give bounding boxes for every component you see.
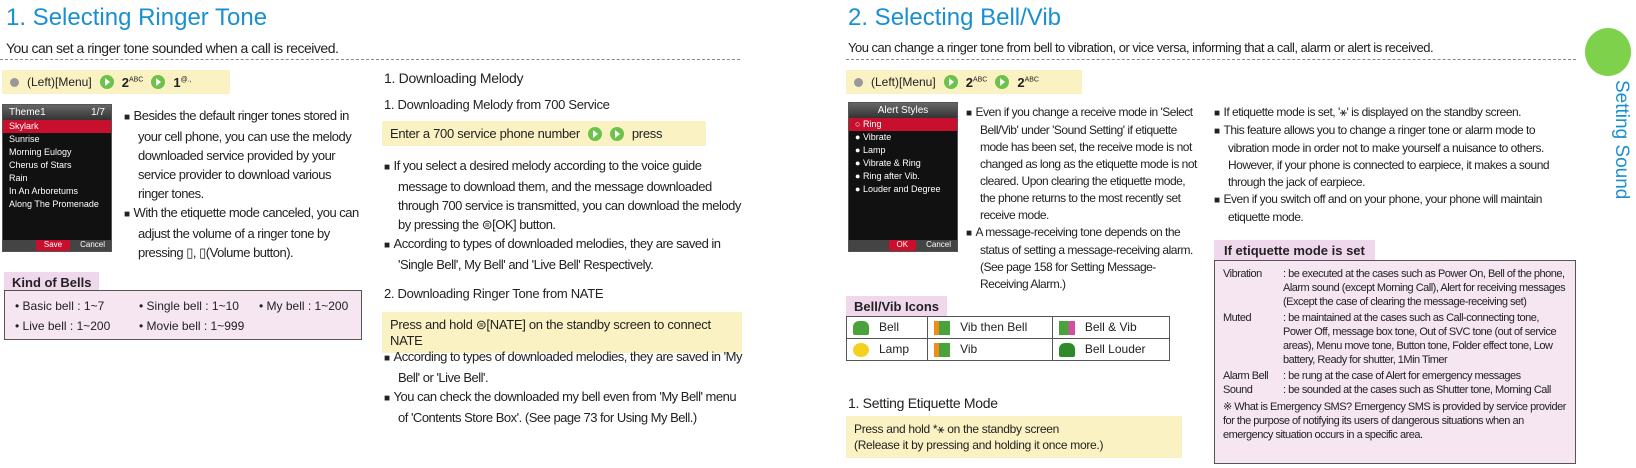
key-1 bbox=[173, 75, 191, 90]
bellvib-bullets bbox=[966, 104, 1200, 293]
kind-of-bells-box bbox=[4, 290, 362, 340]
divider bbox=[846, 59, 1576, 60]
table-row bbox=[847, 339, 1170, 361]
send-key-icon bbox=[610, 127, 624, 141]
etiquette-row bbox=[1223, 267, 1567, 309]
bellvib-icons-tag: Bell/Vib Icons bbox=[846, 296, 947, 317]
divider bbox=[0, 59, 740, 60]
phone-softkeys bbox=[849, 240, 957, 251]
icon-label: Bell bbox=[879, 320, 900, 335]
bullet-item: ■ A message-receiving tone depends on the status of setting a message-receiving alarm. (See page 158 for Setting Message-Receiving Alarm.) bbox=[966, 224, 1200, 293]
side-tab-label: Setting Sound bbox=[1611, 80, 1632, 200]
download-bullets bbox=[384, 156, 742, 274]
arrow-right-icon bbox=[588, 127, 602, 141]
nate-bullets bbox=[384, 347, 744, 427]
key-1-digit: 1 bbox=[173, 74, 181, 90]
phone-list-item: Morning Eulogy bbox=[9, 147, 72, 157]
phone-list-item: Along The Promenade bbox=[9, 199, 99, 209]
key-2-digit: 2 bbox=[965, 74, 973, 90]
etiquette-row-key: Muted bbox=[1223, 312, 1252, 324]
etiquette-row-value: : be rung at the case of Alert for emergency messages bbox=[1283, 370, 1521, 382]
key-2 bbox=[1017, 75, 1039, 90]
icon-cell bbox=[847, 339, 928, 361]
speaker-icon bbox=[1585, 28, 1631, 76]
phone-radio-item: ● Ring after Vib. bbox=[855, 171, 920, 181]
etiquette-row bbox=[1223, 311, 1567, 367]
icon-label: Vib then Bell bbox=[960, 320, 1028, 335]
kind-item: • Live bell : 1~200 bbox=[15, 319, 111, 333]
phone-screen-title bbox=[3, 105, 111, 120]
softkey-ok: OK bbox=[889, 240, 917, 251]
phone-radio-label: Lamp bbox=[862, 145, 886, 155]
arrow-right-icon bbox=[995, 75, 1009, 89]
section-etiquette: 1. Setting Etiquette Mode bbox=[848, 395, 998, 411]
key-1-letters: @., bbox=[180, 76, 192, 84]
phone-radio-item: ● Louder and Degree bbox=[855, 184, 941, 194]
instruction-etiquette-line2: (Release it by pressing and holding it once more.) bbox=[854, 438, 1104, 452]
instruction-etiquette-line1: Press and hold *⚹ on the standby screen bbox=[854, 422, 1059, 436]
kind-item: • My bell : 1~200 bbox=[259, 299, 349, 313]
bullet-item: ■ Even if you switch off and on your phone, your phone will maintain etiquette mode. bbox=[1214, 191, 1574, 226]
phone-radio-item: ● Vibrate bbox=[855, 132, 892, 142]
arrow-right-icon bbox=[100, 75, 114, 89]
etiquette-row-value: : be maintained at the cases such as Call-connecting tone, Power Off, message box tone, Out of SVC tone (out of service areas), Menu move tone, Button tone, Folder effect tone, Low battery, Ready for shutter, 1Min Timer bbox=[1283, 312, 1557, 366]
phone-screen-title bbox=[849, 103, 957, 118]
icon-label: Bell Louder bbox=[1084, 342, 1146, 357]
phone-radio-item: ● Lamp bbox=[855, 145, 886, 155]
kind-item: • Movie bell : 1~999 bbox=[139, 319, 245, 333]
kind-of-bells-tag: Kind of Bells bbox=[4, 272, 99, 293]
etiquette-row-key: Alarm Bell bbox=[1223, 370, 1269, 382]
phone-list-item: In An Arboretums bbox=[9, 186, 79, 196]
icon-label: Lamp bbox=[879, 342, 910, 357]
bellvib-icons-table bbox=[846, 316, 1170, 361]
phone-radio-label: Vibrate bbox=[862, 132, 892, 142]
phone-softkeys bbox=[3, 240, 111, 251]
phone-screen-theme bbox=[2, 104, 112, 252]
phone-screen-alert-styles bbox=[848, 102, 958, 252]
etiquette-set-tag: If etiquette mode is set bbox=[1214, 240, 1375, 261]
menu-path-bellvib bbox=[846, 70, 1082, 94]
phone-radio-item: ○ Ring bbox=[849, 118, 957, 131]
menu-path-left-label: (Left)[Menu] bbox=[27, 75, 92, 89]
etiquette-row-value: : be executed at the cases such as Power On, Bell of the phone, Alarm sound (except Morning Call), Alert for receiving messages (Except the case of clearing the message-receiving set) bbox=[1283, 268, 1566, 308]
phone-list-item: Skylark bbox=[3, 120, 111, 133]
instruction-700 bbox=[382, 121, 706, 146]
sub-section-nate: 2. Downloading Ringer Tone from NATE bbox=[384, 286, 604, 301]
phone-radio-label: Ring bbox=[862, 119, 882, 129]
phone-list-item: Sunrise bbox=[9, 134, 40, 144]
ringer-bullets bbox=[124, 106, 360, 262]
icon-label: Bell & Vib bbox=[1084, 320, 1137, 335]
phone-title-text: Theme1 bbox=[9, 107, 46, 118]
softkey-cancel: Cancel bbox=[926, 240, 951, 249]
etiquette-bullets bbox=[1214, 104, 1574, 226]
softkey-save: Save bbox=[36, 240, 70, 251]
icon-cell bbox=[928, 317, 1053, 339]
phone-radio-label: Louder and Degree bbox=[862, 184, 941, 194]
sub-section-700: 1. Downloading Melody from 700 Service bbox=[384, 97, 610, 112]
bullet-item: ■ If etiquette mode is set, '⚹' is displayed on the standby screen. bbox=[1214, 104, 1574, 122]
bullet-item: ■ If you select a desired melody according to the voice guide message to download them, and the message downloaded through 700 service is transmitted, you can download the melody by pressing the ⊜[OK] button. bbox=[384, 156, 742, 234]
page-subtitle-bellvib: You can change a ringer tone from bell to vibration, or vice versa, informing that a call, alarm or alert is received. bbox=[848, 40, 1434, 55]
etiquette-set-box bbox=[1214, 260, 1576, 464]
key-2 bbox=[966, 75, 988, 90]
instruction-700-text: Enter a 700 service phone number bbox=[390, 126, 580, 141]
page-title-bellvib: 2. Selecting Bell/Vib bbox=[848, 4, 1062, 31]
menu-path-ringer bbox=[2, 70, 230, 94]
softkey-cancel: Cancel bbox=[80, 240, 105, 249]
arrow-right-icon bbox=[151, 75, 165, 89]
page-subtitle-ringer: You can set a ringer tone sounded when a call is received. bbox=[6, 40, 339, 56]
key-2-digit: 2 bbox=[121, 74, 129, 90]
bullet-item: ■ With the etiquette mode canceled, you can adjust the volume of a ringer tone by pressing ▯, ▯(Volume button). bbox=[124, 203, 360, 262]
phone-radio-item: ● Vibrate & Ring bbox=[855, 158, 921, 168]
bell-and-vib-icon bbox=[1059, 321, 1075, 335]
vib-then-bell-icon bbox=[934, 321, 950, 335]
key-2-letters: ABC bbox=[972, 76, 988, 84]
bullet-item: ■ You can check the downloaded my bell even from 'My Bell' menu of 'Contents Store Box'. (See page 73 for Using My Bell.) bbox=[384, 387, 744, 427]
key-2 bbox=[122, 75, 144, 90]
lamp-icon bbox=[853, 343, 869, 357]
arrow-right-icon bbox=[944, 75, 958, 89]
bullet-item: ■ According to types of downloaded melodies, they are saved in 'My Bell' or 'Live Bell'. bbox=[384, 347, 744, 387]
etiquette-row-key: Sound bbox=[1223, 384, 1253, 396]
icon-cell bbox=[1052, 339, 1169, 361]
key-2-letters: ABC bbox=[128, 76, 144, 84]
phone-title-count: 1/7 bbox=[91, 107, 105, 118]
bullet-item: ■ This feature allows you to change a ringer tone or alarm mode to vibration mode in order not to make yourself a nuisance to others. However, if your phone is connected to earpiece, it makes a sound through the jack of earpiece. bbox=[1214, 122, 1574, 191]
menu-key-icon bbox=[10, 78, 19, 87]
section-downloading-melody: 1. Downloading Melody bbox=[384, 70, 524, 86]
phone-title-text: Alert Styles bbox=[877, 105, 929, 116]
vib-icon bbox=[934, 343, 950, 357]
instruction-etiquette bbox=[846, 416, 1182, 458]
phone-radio-label: Vibrate & Ring bbox=[862, 158, 921, 168]
bell-icon bbox=[853, 321, 869, 335]
phone-list-item: Cherus of Stars bbox=[9, 160, 72, 170]
menu-key-icon bbox=[854, 78, 863, 87]
kind-item: • Basic bell : 1~7 bbox=[15, 299, 105, 313]
icon-cell bbox=[928, 339, 1053, 361]
etiquette-row-key: Vibration bbox=[1223, 268, 1262, 280]
icon-cell bbox=[847, 317, 928, 339]
bullet-item: ■ Besides the default ringer tones stored in your cell phone, you can use the melody downloaded service provided by your service provider to download various ringer tones. bbox=[124, 106, 360, 203]
etiquette-row bbox=[1223, 383, 1567, 397]
menu-path-left-label: (Left)[Menu] bbox=[871, 75, 936, 89]
bullet-item: ■ Even if you change a receive mode in 'Select Bell/Vib' under 'Sound Setting' if etiquette mode has been set, the receive mode is not changed as long as the etiquette mode is not cleared. Upon clearing the etiquette mode, the phone returns to the most recently set receive mode. bbox=[966, 104, 1200, 224]
bell-louder-icon bbox=[1059, 343, 1075, 357]
icon-cell bbox=[1052, 317, 1169, 339]
instruction-nate: Press and hold ⊜[NATE] on the standby screen to connect NATE bbox=[382, 312, 742, 353]
key-2-digit: 2 bbox=[1017, 74, 1025, 90]
icon-label: Vib bbox=[960, 342, 978, 357]
emergency-sms-note: ※ What is Emergency SMS? Emergency SMS is provided by service provider for the purpose of notifying its users of dangerous situations when an emergency situation occurs in a specific area. bbox=[1223, 401, 1566, 441]
etiquette-row bbox=[1223, 369, 1567, 383]
phone-list-item: Rain bbox=[9, 173, 28, 183]
phone-radio-label: Ring after Vib. bbox=[862, 171, 920, 181]
bullet-item: ■ According to types of downloaded melodies, they are saved in 'Single Bell', My Bell' and 'Live Bell' Respectively. bbox=[384, 234, 742, 274]
page-title-ringer: 1. Selecting Ringer Tone bbox=[6, 4, 268, 31]
table-row bbox=[847, 317, 1170, 339]
kind-item: • Single bell : 1~10 bbox=[139, 299, 239, 313]
etiquette-row-value: : be sounded at the cases such as Shutter tone, Morning Call bbox=[1283, 384, 1551, 396]
key-2-letters: ABC bbox=[1024, 76, 1039, 84]
instruction-700-press: press bbox=[631, 126, 663, 141]
